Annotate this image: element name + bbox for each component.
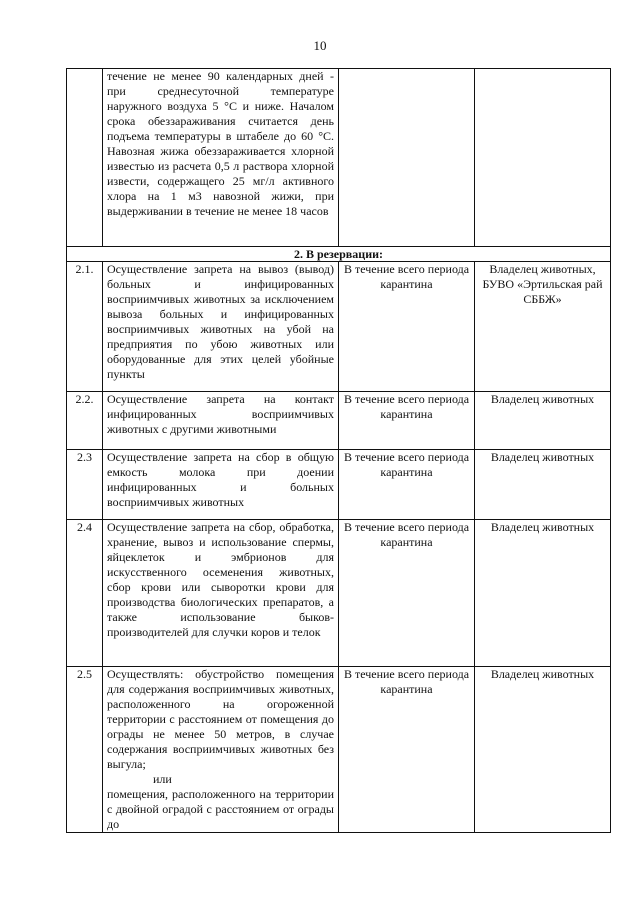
table-row-continuation: [67, 69, 611, 247]
row-term: В течение всего периода карантина: [339, 520, 475, 667]
row-responsible: Владелец животных: [475, 392, 611, 450]
section-header-row: [67, 247, 611, 262]
row-number-cell: [67, 69, 103, 247]
row-description: Осуществление запрета на вывоз (вывод) больных и инфицированных восприимчивых животных за исключением вывоза больных и инфицированных восприимчивых животных на убой на предприятия по убою животных или оборудованные для этих целей убойные пункты: [103, 262, 339, 392]
row-description: Осуществление запрета на сбор, обработка, хранение, вывоз и использование спермы, яйцеклеток и эмбрионов для искусственного осеменения животных, сбор крови или сыворотки крови для производства биологических препаратов, а также использование быков-производителей для случки коров и телок: [103, 520, 339, 667]
row-responsible: Владелец животных: [475, 667, 611, 833]
row-number: 2.5: [67, 667, 103, 833]
row-description: течение не менее 90 календарных дней - при среднесуточной температуре наружного воздуха 5 °С и ниже. Началом срока обеззараживания считается день подъема температуры в штабеле до 60 °С. Навозная жижа обеззараживается хлорной известью из расчета 0,5 л раствора хлорной извести, содержащего 25 мг/л активного хлора на 1 м3 навозной жижи, при выдерживании в течение не менее 18 часов: [103, 69, 339, 247]
row-term: В течение всего периода карантина: [339, 262, 475, 392]
row-term: В течение всего периода карантина: [339, 450, 475, 520]
table-row: [67, 520, 611, 667]
section-title: 2. В резервации:: [67, 247, 611, 262]
measures-table: [66, 68, 611, 833]
row-term: В течение всего периода карантина: [339, 392, 475, 450]
row-number: 2.1.: [67, 262, 103, 392]
row-number: 2.3: [67, 450, 103, 520]
row-term: В течение всего периода карантина: [339, 667, 475, 833]
row-description: Осуществление запрета на сбор в общую емкость молока при доении инфицированных и больных восприимчивых животных: [103, 450, 339, 520]
row-number: 2.4: [67, 520, 103, 667]
row-responsible-cell: [475, 69, 611, 247]
table-row: [67, 450, 611, 520]
row-responsible: Владелец животных, БУВО «Эртильская рай СББЖ»: [475, 262, 611, 392]
table-row: [67, 667, 611, 833]
table-row: [67, 262, 611, 392]
row-number: 2.2.: [67, 392, 103, 450]
row-responsible: Владелец животных: [475, 450, 611, 520]
row-description: Осуществление запрета на контакт инфицированных восприимчивых животных с другими животными: [103, 392, 339, 450]
description-part: помещения, расположенного на территории с двойной оградой с расстоянием от ограды до: [107, 787, 334, 831]
description-part-or: или: [153, 772, 172, 786]
row-description: [103, 667, 339, 833]
page-number: 10: [313, 38, 327, 53]
row-term-cell: [339, 69, 475, 247]
description-part: Осуществлять: обустройство помещения для содержания восприимчивых животных, расположенного на огороженной территории с расстоянием от помещения до ограды не менее 50 метров, в случае содержания восприимчивых животных без выгула;: [107, 667, 334, 771]
table-row: [67, 392, 611, 450]
row-responsible: Владелец животных: [475, 520, 611, 667]
